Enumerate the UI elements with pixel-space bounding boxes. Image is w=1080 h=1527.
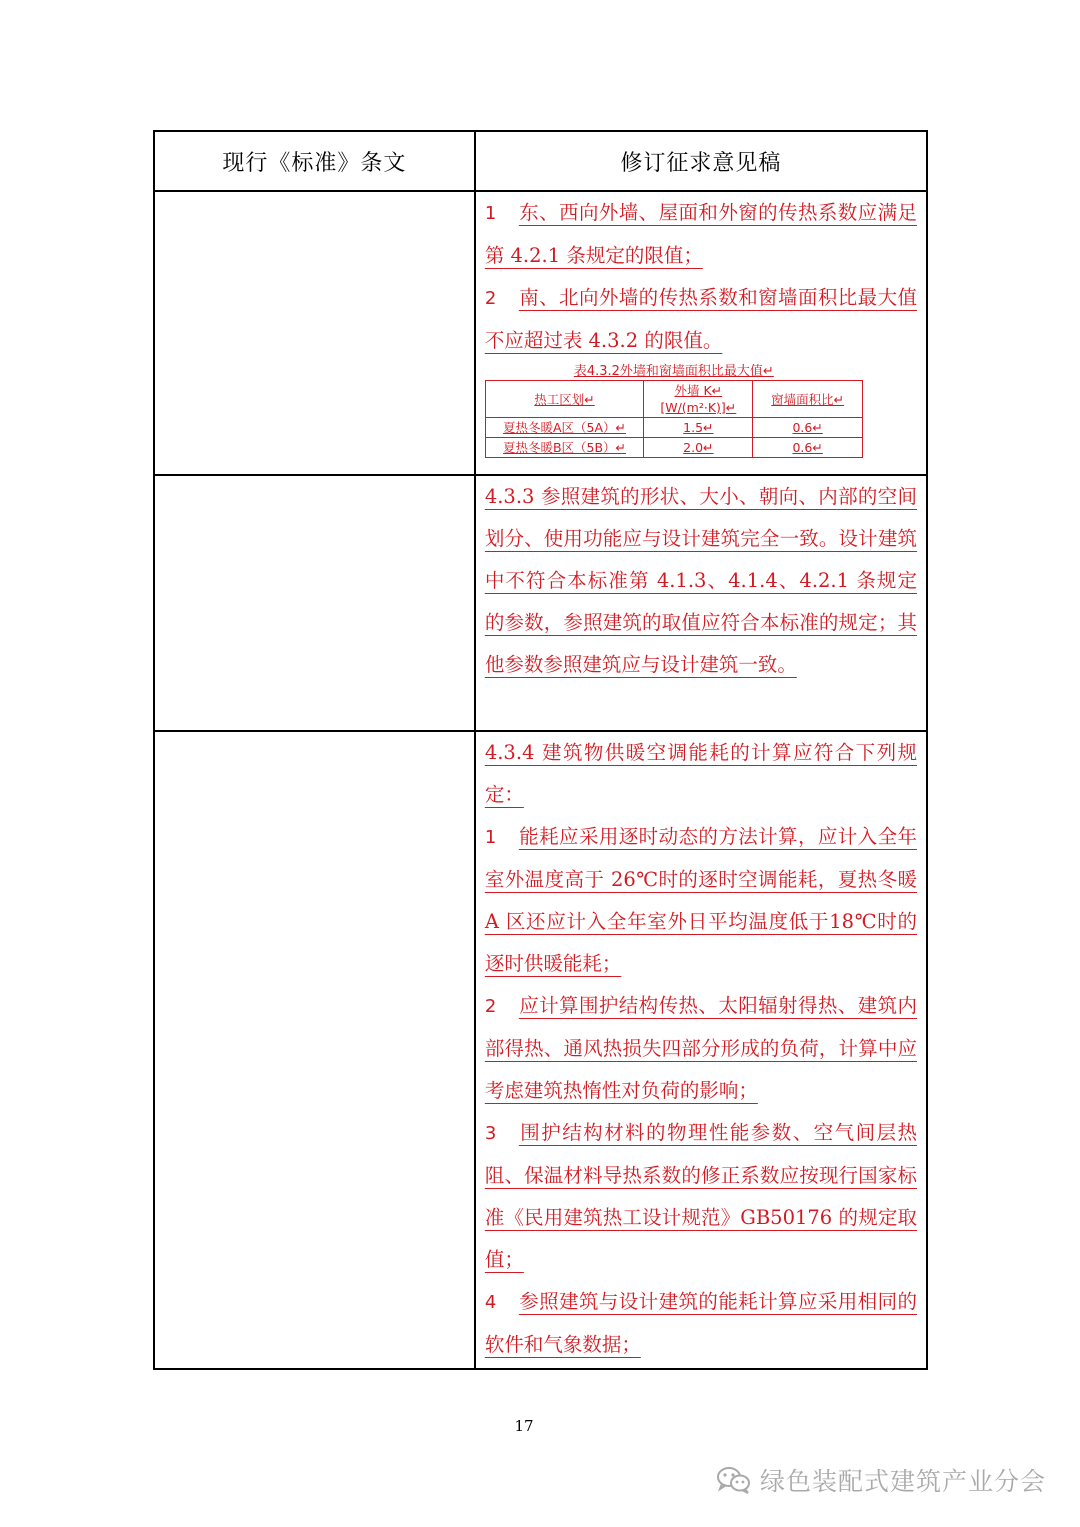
revision-content (476, 732, 926, 1368)
page-number: 17 (514, 1417, 534, 1435)
wechat-icon (716, 1465, 752, 1495)
watermark-text: 绿色装配式建筑产业分会 (759, 1467, 1046, 1496)
comparison-table (153, 130, 928, 1370)
table-header-row (154, 131, 927, 191)
item-number: 2 (484, 288, 497, 309)
item-text: 参照建筑与设计建筑的能耗计算应采用相同的软件和气象数据； (484, 1290, 917, 1356)
mini-table-header-row (485, 381, 862, 418)
list-item (485, 1281, 917, 1366)
mini-table-row (485, 438, 862, 458)
clause-paragraph (485, 732, 917, 816)
mini-table-caption: 表4.3.2外墙和窗墙面积比最大值↵ (573, 364, 774, 379)
list-item (485, 192, 917, 277)
list-item (485, 985, 917, 1112)
revision-cell (475, 731, 927, 1369)
table-row (154, 731, 927, 1369)
revision-content (476, 476, 926, 730)
item-number: 1 (484, 203, 497, 224)
revision-cell (475, 191, 927, 475)
item-number: 2 (484, 996, 497, 1017)
list-item (485, 816, 917, 985)
current-clause-cell (154, 731, 475, 1369)
mini-table (485, 380, 863, 458)
mini-table-cell: 夏热冬暖B区（5B）↵ (485, 438, 643, 458)
table-row (154, 475, 927, 731)
revision-cell (475, 475, 927, 731)
mini-table-cell: 1.5↵ (644, 418, 753, 438)
item-text: 南、北向外墙的传热系数和窗墙面积比最大值不应超过表 4.3.2 的限值。 (484, 286, 917, 352)
header-revision-draft: 修订征求意见稿 (475, 131, 927, 191)
mini-table-cell: 夏热冬暖A区（5A）↵ (485, 418, 643, 438)
revision-content (476, 192, 926, 474)
current-clause-cell (154, 191, 475, 475)
list-item (485, 277, 917, 362)
item-number: 3 (484, 1123, 497, 1144)
clause-text: 4.3.3 参照建筑的形状、大小、朝向、内部的空间划分、使用功能应与设计建筑完全一致。设计建筑中不符合本标准第 4.1.3、4.1.4、4.2.1 条规定的参数，参照建筑的取值应符合本标准的规定；其他参数参照建筑应与设计建筑一致。 (484, 485, 917, 676)
item-text: 能耗应采用逐时动态的方法计算，应计入全年室外温度高于 26℃时的逐时空调能耗，夏热冬暖 A 区还应计入全年室外日平均温度低于18℃时的逐时供暖能耗； (484, 825, 917, 975)
mini-table-header: 热工区划↵ (485, 381, 643, 418)
header-current-standard: 现行《标准》条文 (154, 131, 475, 191)
table-row (154, 191, 927, 475)
mini-table-header: 窗墙面积比↵ (753, 381, 862, 418)
list-item (485, 1112, 917, 1281)
item-text: 应计算围护结构传热、太阳辐射得热、建筑内部得热、通风热损失四部分形成的负荷，计算中应考虑建筑热惰性对负荷的影响； (484, 994, 917, 1102)
item-number: 4 (484, 1292, 497, 1313)
mini-table-row (485, 418, 862, 438)
wechat-watermark (716, 1460, 1046, 1500)
mini-table-header: 外墙 K↵ [W/(m²·K)]↵ (644, 381, 753, 418)
mini-table-cell: 2.0↵ (644, 438, 753, 458)
clause-intro: 4.3.4 建筑物供暖空调能耗的计算应符合下列规定： (484, 741, 917, 806)
item-text: 围护结构材料的物理性能参数、空气间层热阻、保温材料导热系数的修正系数应按现行国家标准《民用建筑热工设计规范》GB50176 的规定取值； (484, 1121, 917, 1271)
mini-table-cell: 0.6↵ (753, 418, 862, 438)
current-clause-cell (154, 475, 475, 731)
item-number: 1 (484, 827, 497, 848)
item-text: 东、西向外墙、屋面和外窗的传热系数应满足第 4.2.1 条规定的限值； (484, 201, 917, 267)
clause-paragraph (485, 476, 917, 686)
mini-table-cell: 0.6↵ (753, 438, 862, 458)
